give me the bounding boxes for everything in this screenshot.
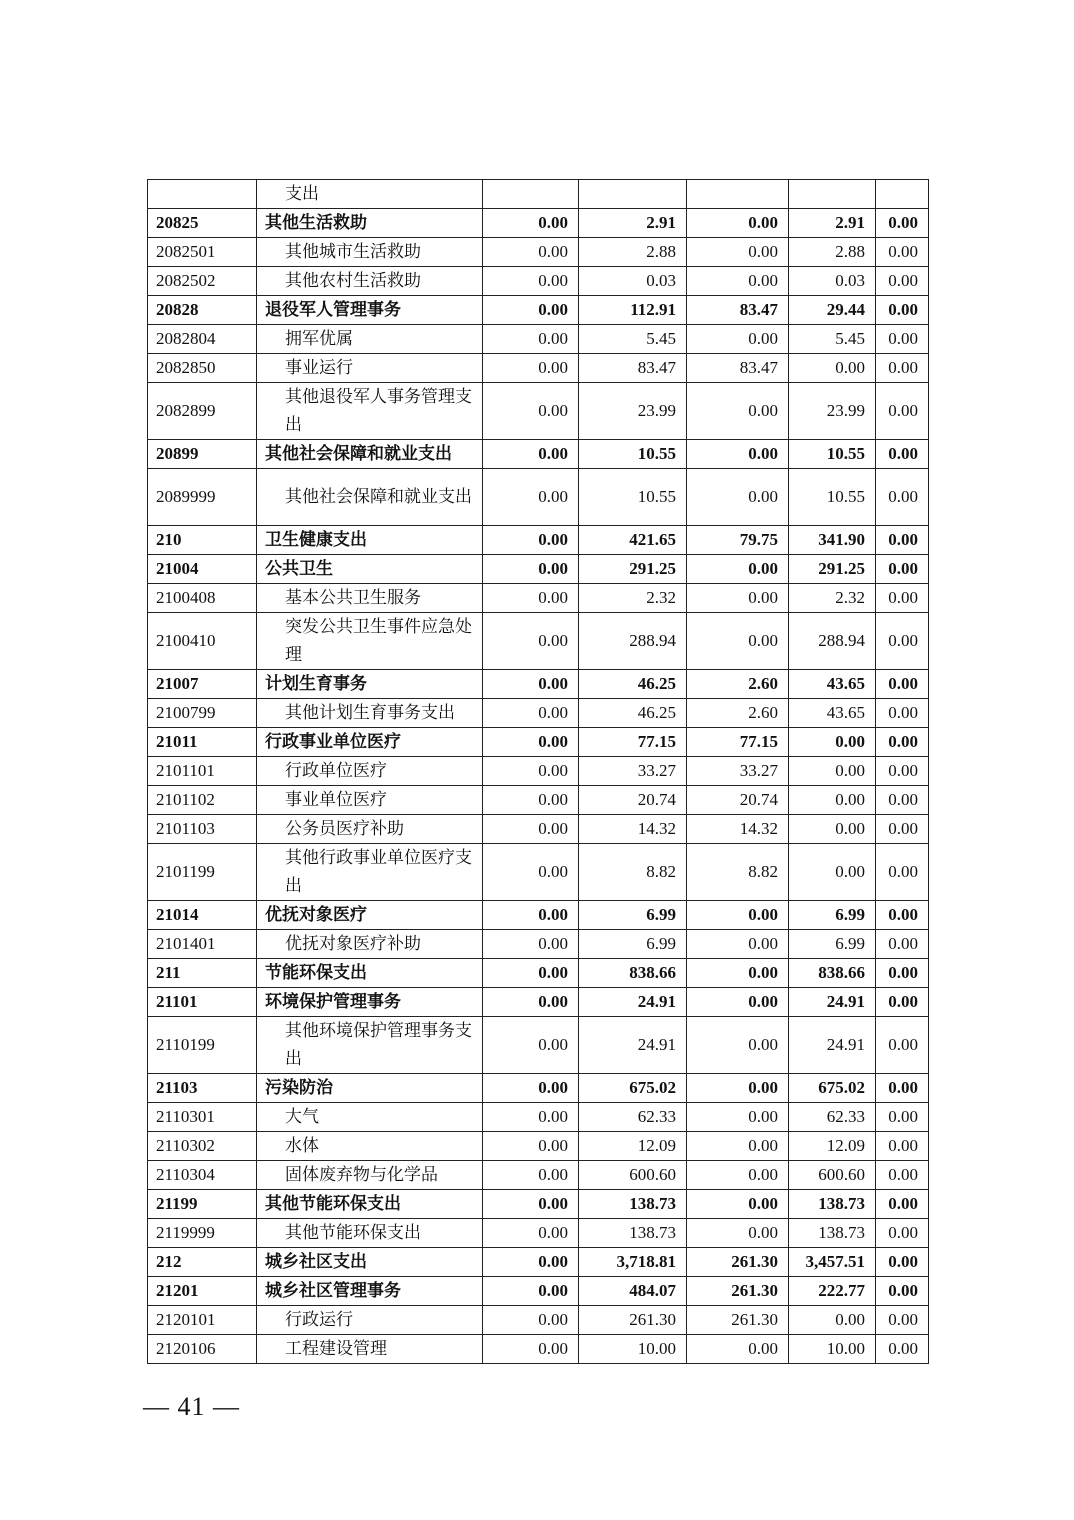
name-cell: 其他城市生活救助 bbox=[257, 238, 483, 267]
table-row bbox=[148, 238, 929, 267]
value-cell: 0.00 bbox=[876, 844, 929, 901]
value-cell: 62.33 bbox=[579, 1103, 687, 1132]
name-cell: 污染防治 bbox=[257, 1074, 483, 1103]
value-cell: 0.00 bbox=[483, 526, 579, 555]
table-row bbox=[148, 670, 929, 699]
value-cell: 0.00 bbox=[687, 1161, 789, 1190]
table-row bbox=[148, 901, 929, 930]
value-cell: 0.00 bbox=[687, 930, 789, 959]
value-cell: 0.00 bbox=[483, 959, 579, 988]
table-row bbox=[148, 267, 929, 296]
code-cell: 2100799 bbox=[148, 699, 257, 728]
value-cell: 0.00 bbox=[876, 1103, 929, 1132]
name-cell: 城乡社区管理事务 bbox=[257, 1277, 483, 1306]
name-cell: 行政运行 bbox=[257, 1306, 483, 1335]
code-cell: 2101103 bbox=[148, 815, 257, 844]
value-cell: 675.02 bbox=[789, 1074, 876, 1103]
value-cell: 2.91 bbox=[579, 209, 687, 238]
value-cell: 138.73 bbox=[579, 1190, 687, 1219]
value-cell: 33.27 bbox=[687, 757, 789, 786]
value-cell: 0.00 bbox=[687, 613, 789, 670]
name-cell: 行政单位医疗 bbox=[257, 757, 483, 786]
value-cell: 0.00 bbox=[483, 1306, 579, 1335]
value-cell: 46.25 bbox=[579, 670, 687, 699]
code-cell: 2082502 bbox=[148, 267, 257, 296]
value-cell: 0.00 bbox=[687, 440, 789, 469]
value-cell: 24.91 bbox=[789, 1017, 876, 1074]
table-row bbox=[148, 930, 929, 959]
name-cell: 优抚对象医疗 bbox=[257, 901, 483, 930]
value-cell: 0.00 bbox=[483, 354, 579, 383]
value-cell: 6.99 bbox=[579, 930, 687, 959]
table-row bbox=[148, 354, 929, 383]
value-cell: 0.00 bbox=[483, 238, 579, 267]
value-cell: 0.00 bbox=[789, 757, 876, 786]
code-cell: 2082501 bbox=[148, 238, 257, 267]
value-cell: 0.00 bbox=[876, 1335, 929, 1364]
value-cell: 0.00 bbox=[876, 325, 929, 354]
code-cell: 21199 bbox=[148, 1190, 257, 1219]
value-cell: 0.00 bbox=[687, 901, 789, 930]
code-cell: 21201 bbox=[148, 1277, 257, 1306]
name-cell: 其他节能环保支出 bbox=[257, 1219, 483, 1248]
table-row bbox=[148, 1277, 929, 1306]
code-cell: 2110302 bbox=[148, 1132, 257, 1161]
value-cell: 0.00 bbox=[876, 930, 929, 959]
value-cell: 24.91 bbox=[579, 988, 687, 1017]
code-cell: 2120101 bbox=[148, 1306, 257, 1335]
value-cell: 421.65 bbox=[579, 526, 687, 555]
value-cell: 0.00 bbox=[687, 1017, 789, 1074]
value-cell: 0.00 bbox=[876, 209, 929, 238]
value-cell: 0.00 bbox=[483, 1248, 579, 1277]
name-cell: 事业运行 bbox=[257, 354, 483, 383]
name-cell: 优抚对象医疗补助 bbox=[257, 930, 483, 959]
value-cell: 0.00 bbox=[876, 613, 929, 670]
value-cell: 29.44 bbox=[789, 296, 876, 325]
value-cell: 0.00 bbox=[687, 1219, 789, 1248]
table-row bbox=[148, 1219, 929, 1248]
value-cell: 838.66 bbox=[579, 959, 687, 988]
name-cell: 基本公共卫生服务 bbox=[257, 584, 483, 613]
value-cell: 0.00 bbox=[483, 1132, 579, 1161]
value-cell: 0.03 bbox=[579, 267, 687, 296]
value-cell: 0.00 bbox=[876, 1248, 929, 1277]
value-cell: 0.00 bbox=[876, 1306, 929, 1335]
value-cell: 10.55 bbox=[579, 440, 687, 469]
code-cell bbox=[148, 180, 257, 209]
value-cell: 0.00 bbox=[483, 930, 579, 959]
value-cell: 0.00 bbox=[687, 988, 789, 1017]
table-row bbox=[148, 469, 929, 526]
value-cell: 288.94 bbox=[579, 613, 687, 670]
table-row bbox=[148, 959, 929, 988]
value-cell bbox=[579, 180, 687, 209]
value-cell: 0.00 bbox=[687, 267, 789, 296]
name-cell: 行政事业单位医疗 bbox=[257, 728, 483, 757]
value-cell: 138.73 bbox=[789, 1190, 876, 1219]
value-cell: 0.00 bbox=[876, 238, 929, 267]
value-cell: 0.00 bbox=[876, 988, 929, 1017]
value-cell: 23.99 bbox=[579, 383, 687, 440]
value-cell: 112.91 bbox=[579, 296, 687, 325]
value-cell: 2.32 bbox=[789, 584, 876, 613]
name-cell: 计划生育事务 bbox=[257, 670, 483, 699]
value-cell: 3,457.51 bbox=[789, 1248, 876, 1277]
value-cell: 0.00 bbox=[876, 757, 929, 786]
value-cell: 0.00 bbox=[483, 844, 579, 901]
value-cell: 0.00 bbox=[876, 815, 929, 844]
value-cell: 0.00 bbox=[789, 844, 876, 901]
value-cell: 0.00 bbox=[876, 296, 929, 325]
budget-table bbox=[147, 179, 929, 1364]
value-cell: 0.00 bbox=[483, 699, 579, 728]
value-cell: 0.00 bbox=[483, 728, 579, 757]
value-cell: 2.91 bbox=[789, 209, 876, 238]
value-cell: 10.55 bbox=[579, 469, 687, 526]
name-cell: 大气 bbox=[257, 1103, 483, 1132]
value-cell: 0.00 bbox=[483, 1219, 579, 1248]
value-cell: 0.00 bbox=[876, 555, 929, 584]
value-cell: 0.00 bbox=[789, 1306, 876, 1335]
value-cell: 222.77 bbox=[789, 1277, 876, 1306]
value-cell: 46.25 bbox=[579, 699, 687, 728]
value-cell: 341.90 bbox=[789, 526, 876, 555]
code-cell: 2101401 bbox=[148, 930, 257, 959]
value-cell: 0.00 bbox=[687, 1132, 789, 1161]
value-cell: 0.00 bbox=[687, 584, 789, 613]
value-cell: 0.00 bbox=[876, 584, 929, 613]
value-cell: 484.07 bbox=[579, 1277, 687, 1306]
value-cell: 0.00 bbox=[876, 354, 929, 383]
value-cell: 2.32 bbox=[579, 584, 687, 613]
value-cell: 0.00 bbox=[876, 1161, 929, 1190]
value-cell: 838.66 bbox=[789, 959, 876, 988]
value-cell: 261.30 bbox=[687, 1248, 789, 1277]
value-cell: 0.00 bbox=[876, 728, 929, 757]
value-cell: 0.00 bbox=[876, 383, 929, 440]
table-row bbox=[148, 325, 929, 354]
value-cell: 0.03 bbox=[789, 267, 876, 296]
code-cell: 21011 bbox=[148, 728, 257, 757]
value-cell: 0.00 bbox=[483, 670, 579, 699]
code-cell: 20899 bbox=[148, 440, 257, 469]
value-cell: 8.82 bbox=[687, 844, 789, 901]
value-cell: 0.00 bbox=[483, 1017, 579, 1074]
value-cell: 23.99 bbox=[789, 383, 876, 440]
table-row bbox=[148, 1132, 929, 1161]
value-cell: 261.30 bbox=[579, 1306, 687, 1335]
value-cell bbox=[876, 180, 929, 209]
name-cell: 水体 bbox=[257, 1132, 483, 1161]
value-cell: 0.00 bbox=[483, 267, 579, 296]
value-cell: 0.00 bbox=[483, 901, 579, 930]
value-cell: 0.00 bbox=[483, 1277, 579, 1306]
value-cell: 0.00 bbox=[876, 526, 929, 555]
value-cell bbox=[789, 180, 876, 209]
name-cell: 固体废弃物与化学品 bbox=[257, 1161, 483, 1190]
code-cell: 2110304 bbox=[148, 1161, 257, 1190]
value-cell: 0.00 bbox=[876, 786, 929, 815]
code-cell: 2089999 bbox=[148, 469, 257, 526]
value-cell: 62.33 bbox=[789, 1103, 876, 1132]
name-cell: 其他社会保障和就业支出 bbox=[257, 469, 483, 526]
code-cell: 211 bbox=[148, 959, 257, 988]
value-cell: 14.32 bbox=[687, 815, 789, 844]
name-cell: 城乡社区支出 bbox=[257, 1248, 483, 1277]
value-cell: 20.74 bbox=[687, 786, 789, 815]
table-row bbox=[148, 757, 929, 786]
code-cell: 2082850 bbox=[148, 354, 257, 383]
value-cell: 77.15 bbox=[687, 728, 789, 757]
value-cell: 0.00 bbox=[687, 383, 789, 440]
code-cell: 21101 bbox=[148, 988, 257, 1017]
value-cell: 0.00 bbox=[687, 959, 789, 988]
value-cell: 0.00 bbox=[876, 1190, 929, 1219]
value-cell: 79.75 bbox=[687, 526, 789, 555]
table-row bbox=[148, 296, 929, 325]
value-cell: 0.00 bbox=[483, 1190, 579, 1219]
table-row bbox=[148, 613, 929, 670]
value-cell: 0.00 bbox=[687, 555, 789, 584]
value-cell: 0.00 bbox=[876, 1074, 929, 1103]
value-cell: 6.99 bbox=[789, 901, 876, 930]
value-cell: 10.00 bbox=[789, 1335, 876, 1364]
value-cell: 0.00 bbox=[687, 1074, 789, 1103]
value-cell: 0.00 bbox=[483, 209, 579, 238]
value-cell: 138.73 bbox=[789, 1219, 876, 1248]
table-row bbox=[148, 1161, 929, 1190]
value-cell: 600.60 bbox=[579, 1161, 687, 1190]
value-cell: 0.00 bbox=[876, 1017, 929, 1074]
value-cell: 600.60 bbox=[789, 1161, 876, 1190]
name-cell: 其他退役军人事务管理支出 bbox=[257, 383, 483, 440]
value-cell: 2.88 bbox=[579, 238, 687, 267]
value-cell: 43.65 bbox=[789, 670, 876, 699]
value-cell: 0.00 bbox=[483, 1074, 579, 1103]
page-number: — 41 — bbox=[143, 1392, 240, 1421]
value-cell: 288.94 bbox=[789, 613, 876, 670]
name-cell: 节能环保支出 bbox=[257, 959, 483, 988]
code-cell: 2119999 bbox=[148, 1219, 257, 1248]
value-cell: 291.25 bbox=[579, 555, 687, 584]
name-cell: 其他生活救助 bbox=[257, 209, 483, 238]
name-cell: 其他行政事业单位医疗支出 bbox=[257, 844, 483, 901]
name-cell: 其他社会保障和就业支出 bbox=[257, 440, 483, 469]
value-cell: 0.00 bbox=[483, 988, 579, 1017]
value-cell: 0.00 bbox=[876, 1132, 929, 1161]
value-cell: 10.55 bbox=[789, 469, 876, 526]
value-cell: 0.00 bbox=[687, 238, 789, 267]
code-cell: 2100410 bbox=[148, 613, 257, 670]
code-cell: 2101199 bbox=[148, 844, 257, 901]
value-cell: 0.00 bbox=[483, 296, 579, 325]
value-cell: 83.47 bbox=[687, 354, 789, 383]
value-cell: 0.00 bbox=[483, 613, 579, 670]
table-row bbox=[148, 815, 929, 844]
value-cell: 0.00 bbox=[876, 267, 929, 296]
code-cell: 21103 bbox=[148, 1074, 257, 1103]
name-cell: 支出 bbox=[257, 180, 483, 209]
value-cell bbox=[483, 180, 579, 209]
value-cell: 0.00 bbox=[483, 584, 579, 613]
table-row bbox=[148, 440, 929, 469]
value-cell: 261.30 bbox=[687, 1306, 789, 1335]
value-cell: 0.00 bbox=[789, 786, 876, 815]
value-cell: 12.09 bbox=[579, 1132, 687, 1161]
value-cell: 77.15 bbox=[579, 728, 687, 757]
name-cell: 公共卫生 bbox=[257, 555, 483, 584]
table-row bbox=[148, 988, 929, 1017]
value-cell: 0.00 bbox=[876, 901, 929, 930]
value-cell: 2.60 bbox=[687, 699, 789, 728]
value-cell: 0.00 bbox=[876, 670, 929, 699]
table-body bbox=[148, 180, 929, 1364]
value-cell: 0.00 bbox=[483, 440, 579, 469]
table-row bbox=[148, 844, 929, 901]
value-cell: 5.45 bbox=[579, 325, 687, 354]
name-cell: 其他节能环保支出 bbox=[257, 1190, 483, 1219]
code-cell: 21004 bbox=[148, 555, 257, 584]
value-cell: 0.00 bbox=[483, 469, 579, 526]
value-cell: 2.60 bbox=[687, 670, 789, 699]
table-row bbox=[148, 1103, 929, 1132]
value-cell: 0.00 bbox=[483, 1103, 579, 1132]
value-cell: 24.91 bbox=[579, 1017, 687, 1074]
table-row bbox=[148, 209, 929, 238]
table-row bbox=[148, 1074, 929, 1103]
value-cell: 0.00 bbox=[876, 1219, 929, 1248]
value-cell: 0.00 bbox=[483, 815, 579, 844]
name-cell: 公务员医疗补助 bbox=[257, 815, 483, 844]
code-cell: 2082804 bbox=[148, 325, 257, 354]
name-cell: 其他农村生活救助 bbox=[257, 267, 483, 296]
name-cell: 拥军优属 bbox=[257, 325, 483, 354]
code-cell: 2110199 bbox=[148, 1017, 257, 1074]
value-cell: 0.00 bbox=[687, 1190, 789, 1219]
table-row bbox=[148, 728, 929, 757]
value-cell: 6.99 bbox=[579, 901, 687, 930]
name-cell: 退役军人管理事务 bbox=[257, 296, 483, 325]
code-cell: 2110301 bbox=[148, 1103, 257, 1132]
value-cell: 10.55 bbox=[789, 440, 876, 469]
value-cell: 0.00 bbox=[876, 699, 929, 728]
value-cell: 0.00 bbox=[687, 1103, 789, 1132]
value-cell: 291.25 bbox=[789, 555, 876, 584]
value-cell: 0.00 bbox=[687, 1335, 789, 1364]
value-cell: 0.00 bbox=[876, 469, 929, 526]
table-row bbox=[148, 1335, 929, 1364]
code-cell: 212 bbox=[148, 1248, 257, 1277]
value-cell: 0.00 bbox=[483, 1335, 579, 1364]
value-cell: 0.00 bbox=[789, 354, 876, 383]
value-cell: 0.00 bbox=[483, 1161, 579, 1190]
name-cell: 环境保护管理事务 bbox=[257, 988, 483, 1017]
value-cell: 0.00 bbox=[687, 209, 789, 238]
table-row bbox=[148, 584, 929, 613]
table-row bbox=[148, 1306, 929, 1335]
value-cell: 0.00 bbox=[483, 325, 579, 354]
value-cell: 20.74 bbox=[579, 786, 687, 815]
value-cell: 0.00 bbox=[483, 786, 579, 815]
table-row bbox=[148, 383, 929, 440]
table-row bbox=[148, 526, 929, 555]
value-cell: 0.00 bbox=[789, 728, 876, 757]
value-cell: 83.47 bbox=[687, 296, 789, 325]
code-cell: 21007 bbox=[148, 670, 257, 699]
value-cell: 83.47 bbox=[579, 354, 687, 383]
value-cell: 5.45 bbox=[789, 325, 876, 354]
table-row bbox=[148, 699, 929, 728]
value-cell: 0.00 bbox=[789, 815, 876, 844]
table-row-continued bbox=[148, 180, 929, 209]
table-row bbox=[148, 786, 929, 815]
code-cell: 21014 bbox=[148, 901, 257, 930]
value-cell: 14.32 bbox=[579, 815, 687, 844]
value-cell: 2.88 bbox=[789, 238, 876, 267]
value-cell: 0.00 bbox=[876, 1277, 929, 1306]
code-cell: 2082899 bbox=[148, 383, 257, 440]
value-cell: 43.65 bbox=[789, 699, 876, 728]
name-cell: 卫生健康支出 bbox=[257, 526, 483, 555]
table-row bbox=[148, 1190, 929, 1219]
value-cell: 138.73 bbox=[579, 1219, 687, 1248]
name-cell: 其他计划生育事务支出 bbox=[257, 699, 483, 728]
value-cell: 0.00 bbox=[687, 469, 789, 526]
name-cell: 突发公共卫生事件应急处理 bbox=[257, 613, 483, 670]
value-cell: 24.91 bbox=[789, 988, 876, 1017]
value-cell: 675.02 bbox=[579, 1074, 687, 1103]
code-cell: 2100408 bbox=[148, 584, 257, 613]
code-cell: 2101101 bbox=[148, 757, 257, 786]
value-cell: 33.27 bbox=[579, 757, 687, 786]
name-cell: 其他环境保护管理事务支出 bbox=[257, 1017, 483, 1074]
value-cell: 12.09 bbox=[789, 1132, 876, 1161]
table-row bbox=[148, 1017, 929, 1074]
value-cell: 8.82 bbox=[579, 844, 687, 901]
value-cell: 10.00 bbox=[579, 1335, 687, 1364]
value-cell: 0.00 bbox=[687, 325, 789, 354]
value-cell: 0.00 bbox=[483, 383, 579, 440]
code-cell: 2120106 bbox=[148, 1335, 257, 1364]
value-cell bbox=[687, 180, 789, 209]
value-cell: 3,718.81 bbox=[579, 1248, 687, 1277]
value-cell: 261.30 bbox=[687, 1277, 789, 1306]
table-row bbox=[148, 555, 929, 584]
code-cell: 2101102 bbox=[148, 786, 257, 815]
code-cell: 20828 bbox=[148, 296, 257, 325]
value-cell: 0.00 bbox=[876, 440, 929, 469]
code-cell: 210 bbox=[148, 526, 257, 555]
name-cell: 事业单位医疗 bbox=[257, 786, 483, 815]
value-cell: 0.00 bbox=[483, 555, 579, 584]
value-cell: 0.00 bbox=[483, 757, 579, 786]
table-row bbox=[148, 1248, 929, 1277]
value-cell: 6.99 bbox=[789, 930, 876, 959]
code-cell: 20825 bbox=[148, 209, 257, 238]
value-cell: 0.00 bbox=[876, 959, 929, 988]
name-cell: 工程建设管理 bbox=[257, 1335, 483, 1364]
